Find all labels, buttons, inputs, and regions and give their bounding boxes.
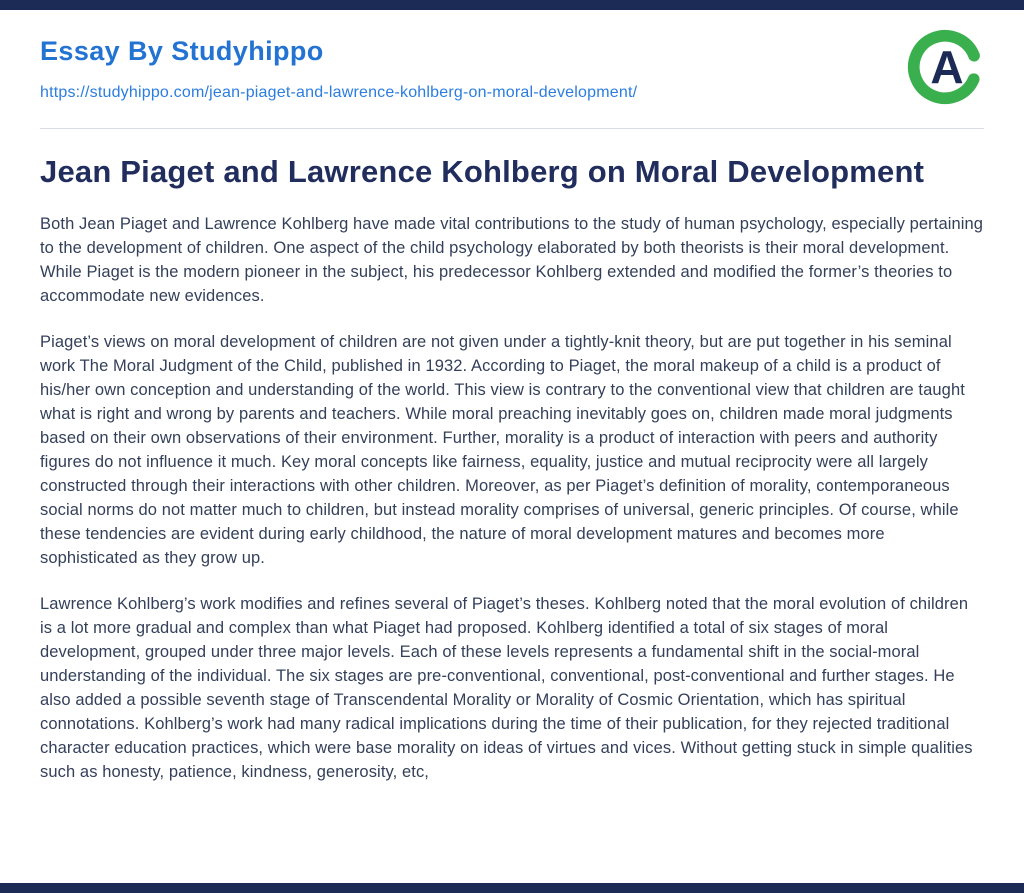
top-accent-bar: [0, 0, 1024, 10]
brand-title: Essay By Studyhippo: [40, 36, 324, 66]
bottom-accent-bar: [0, 883, 1024, 893]
page-header: [0, 0, 1024, 106]
logo-letter: A: [930, 41, 964, 93]
header-divider: [40, 128, 984, 129]
essay-title: Jean Piaget and Lawrence Kohlberg on Moral Development: [40, 154, 925, 189]
studyhippo-logo: [906, 28, 984, 106]
essay-paragraph-1: Both Jean Piaget and Lawrence Kohlberg have made vital contributions to the study of human psychology, especially pertaining to the development of children. One aspect of the child psychology elaborated by both theorists is their moral development. While Piaget is the modern pioneer in the subject, his predecessor Kohlberg extended and modified the former’s theories to accommodate new evidences.: [40, 215, 984, 306]
header-text-block: [40, 36, 637, 102]
essay-paragraph-2: Piaget’s views on moral development of children are not given under a tightly-knit theory, but are put together in his seminal work The Moral Judgment of the Child, published in 1932. According to Piaget, the moral makeup of a child is a product of his/her own conception and understanding of the world. This view is contrary to the conventional view that children are taught what is right and wrong by parents and teachers. While moral preaching inevitably goes on, children made moral judgments based on their own observations of their environment. Further, morality is a product of interaction with peers and authority figures do not influence it much. Key moral concepts like fairness, equality, justice and mutual reciprocity were all largely constructed through their interactions with other children. Moreover, as per Piaget’s definition of morality, contemporaneous social norms do not matter much to children, but instead morality comprises of universal, generic principles. Of course, while these tendencies are evident during early childhood, the nature of moral development matures and becomes more sophisticated as they grow up.: [40, 333, 965, 568]
essay-url-link[interactable]: https://studyhippo.com/jean-piaget-and-lawrence-kohlberg-on-moral-development/: [40, 84, 638, 101]
essay-article: [0, 153, 1024, 784]
essay-paragraph-3: Lawrence Kohlberg’s work modifies and refines several of Piaget’s theses. Kohlberg noted that the moral evolution of children is a lot more gradual and complex than what Piaget had proposed. Kohlberg identified a total of six stages of moral development, grouped under three major levels. Each of these levels represents a fundamental shift in the social-moral understanding of the individual. The six stages are pre-conventional, conventional, post-conventional and further stages. He also added a possible seventh stage of Transcendental Morality or Morality of Cosmic Orientation, which has spiritual connotations. Kohlberg’s work had many radical implications during the time of their publication, for they rejected traditional character education practices, which were base morality on ideas of virtues and vices. Without getting stuck in simple qualities such as honesty, patience, kindness, generosity, etc,: [40, 595, 973, 782]
